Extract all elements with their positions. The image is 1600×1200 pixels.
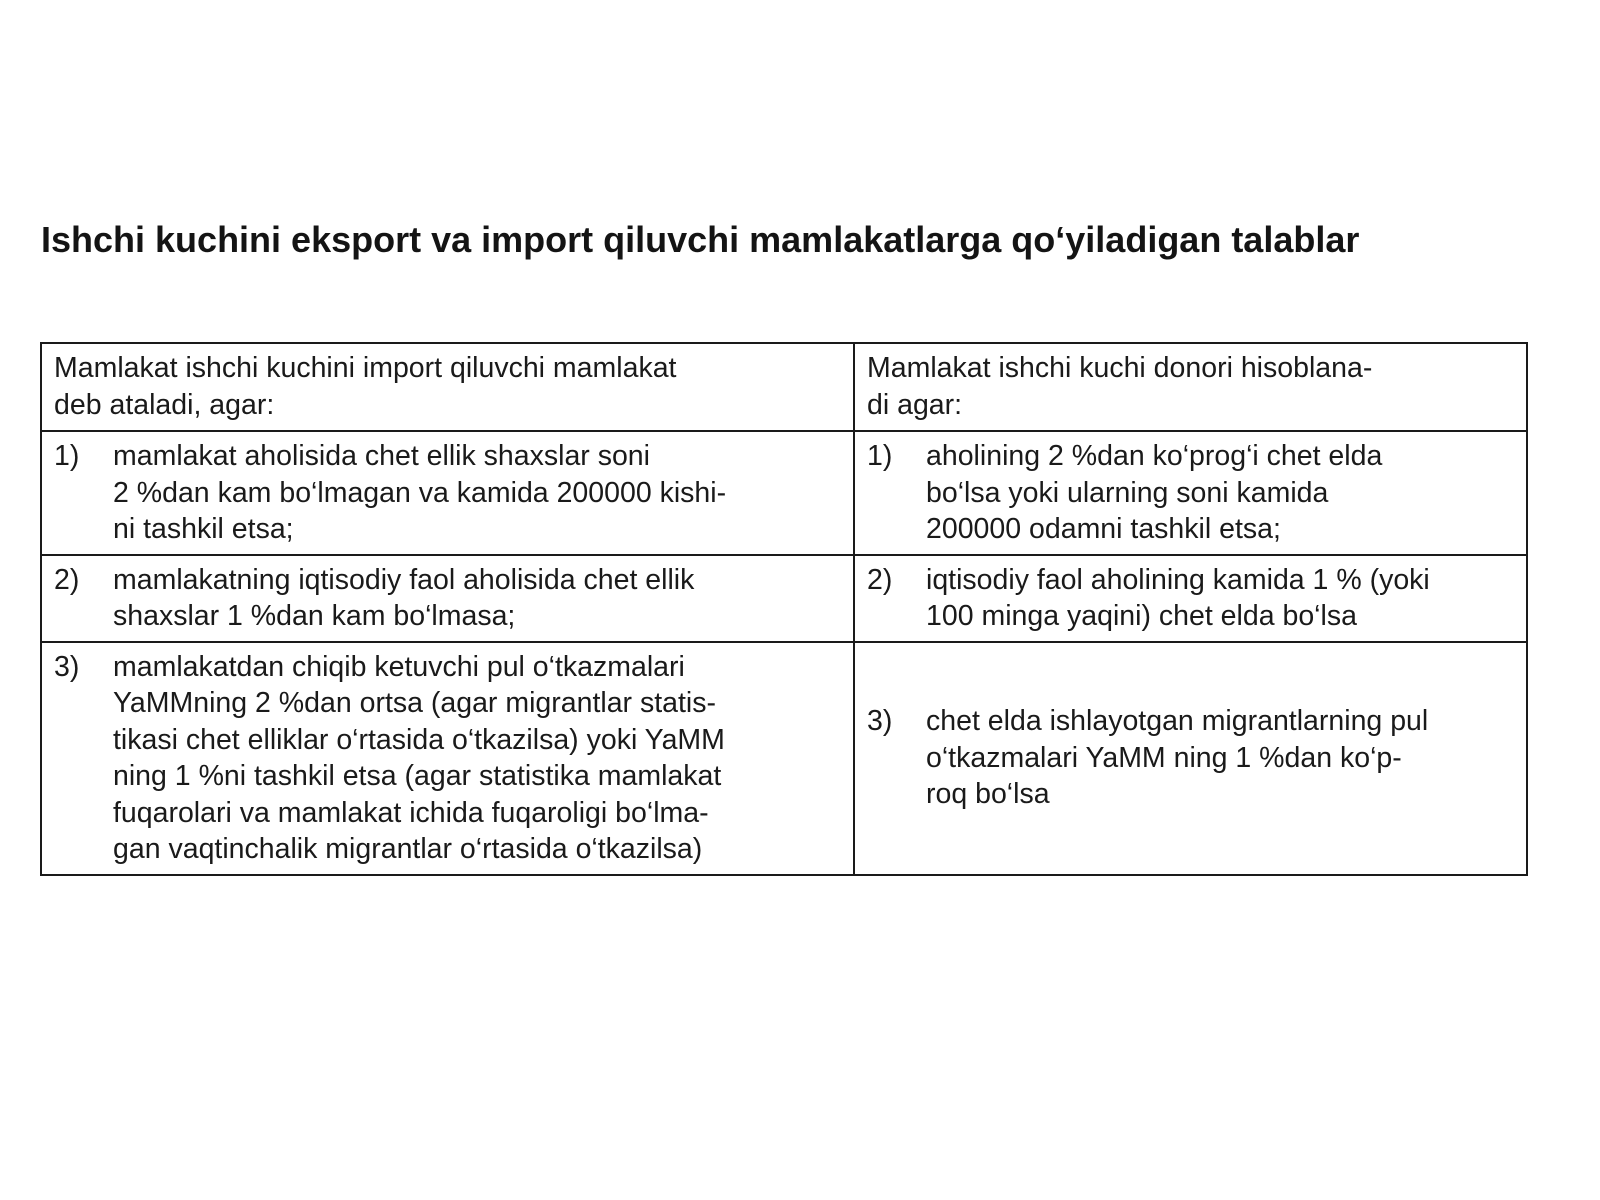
list-item — [54, 562, 843, 635]
table-cell-importing — [41, 431, 854, 555]
item-number: 2) — [54, 563, 80, 596]
item-text: aholining 2 %dan ko‘prog‘i chet elda bo‘lsa yoki ularning soni kamida 200000 odamni tashkil etsa; — [926, 440, 1383, 545]
table-cell-donor — [854, 642, 1527, 875]
header-cell-donor — [854, 343, 1527, 431]
table-cell-importing — [41, 642, 854, 875]
page-title: Ishchi kuchini eksport va import qiluvchi mamlakatlarga qo‘yiladigan talablar — [41, 219, 1360, 260]
list-item — [54, 649, 843, 868]
table-row — [41, 642, 1527, 875]
header-cell-importing — [41, 343, 854, 431]
table-header-row — [41, 343, 1527, 431]
item-text: mamlakatning iqtisodiy faol aholisida chet ellik shaxslar 1 %dan kam bo‘lmasa; — [113, 563, 695, 632]
item-number: 3) — [54, 650, 80, 683]
list-item — [867, 562, 1516, 635]
item-number: 1) — [867, 440, 893, 472]
table-cell-donor — [854, 431, 1527, 555]
list-item — [54, 438, 843, 548]
item-number: 2) — [867, 563, 893, 596]
item-text: iqtisodiy faol aholining kamida 1 % (yoki 100 minga yaqini) chet elda bo‘lsa — [926, 563, 1430, 632]
item-text: mamlakatdan chiqib ketuvchi pul o‘tkazmalari YaMMning 2 %dan ortsa (agar migrantlar statis- tikasi chet elliklar o‘rtasida o‘tkazilsa) yoki YaMM ning 1 %ni tashkil etsa (agar statistika mamlakat fuqarolari va mamlakat ichida fuqaroligi bo‘lma- gan vaqtinchalik migrantlar o‘rtasida o‘tkazilsa) — [113, 650, 725, 865]
item-text: mamlakat aholisida chet ellik shaxslar soni 2 %dan kam bo‘lmagan va kamida 200000 kishi- ni tashkil etsa; — [113, 440, 727, 545]
list-item — [867, 703, 1516, 813]
item-number: 1) — [54, 440, 80, 472]
header-donor-label: Mamlakat ishchi kuchi donori hisoblana- di agar: — [867, 352, 1373, 421]
table-cell-donor — [854, 555, 1527, 642]
item-text: chet elda ishlayotgan migrantlarning pul o‘tkazmalari YaMM ning 1 %dan ko‘p- roq bo‘lsa — [926, 705, 1429, 811]
table-cell-importing — [41, 555, 854, 642]
requirements-table — [40, 342, 1528, 876]
header-importing-label: Mamlakat ishchi kuchini import qiluvchi mamlakat deb ataladi, agar: — [54, 352, 677, 421]
list-item — [867, 438, 1516, 548]
table-row — [41, 431, 1527, 555]
item-number: 3) — [867, 705, 893, 738]
table-row — [41, 555, 1527, 642]
